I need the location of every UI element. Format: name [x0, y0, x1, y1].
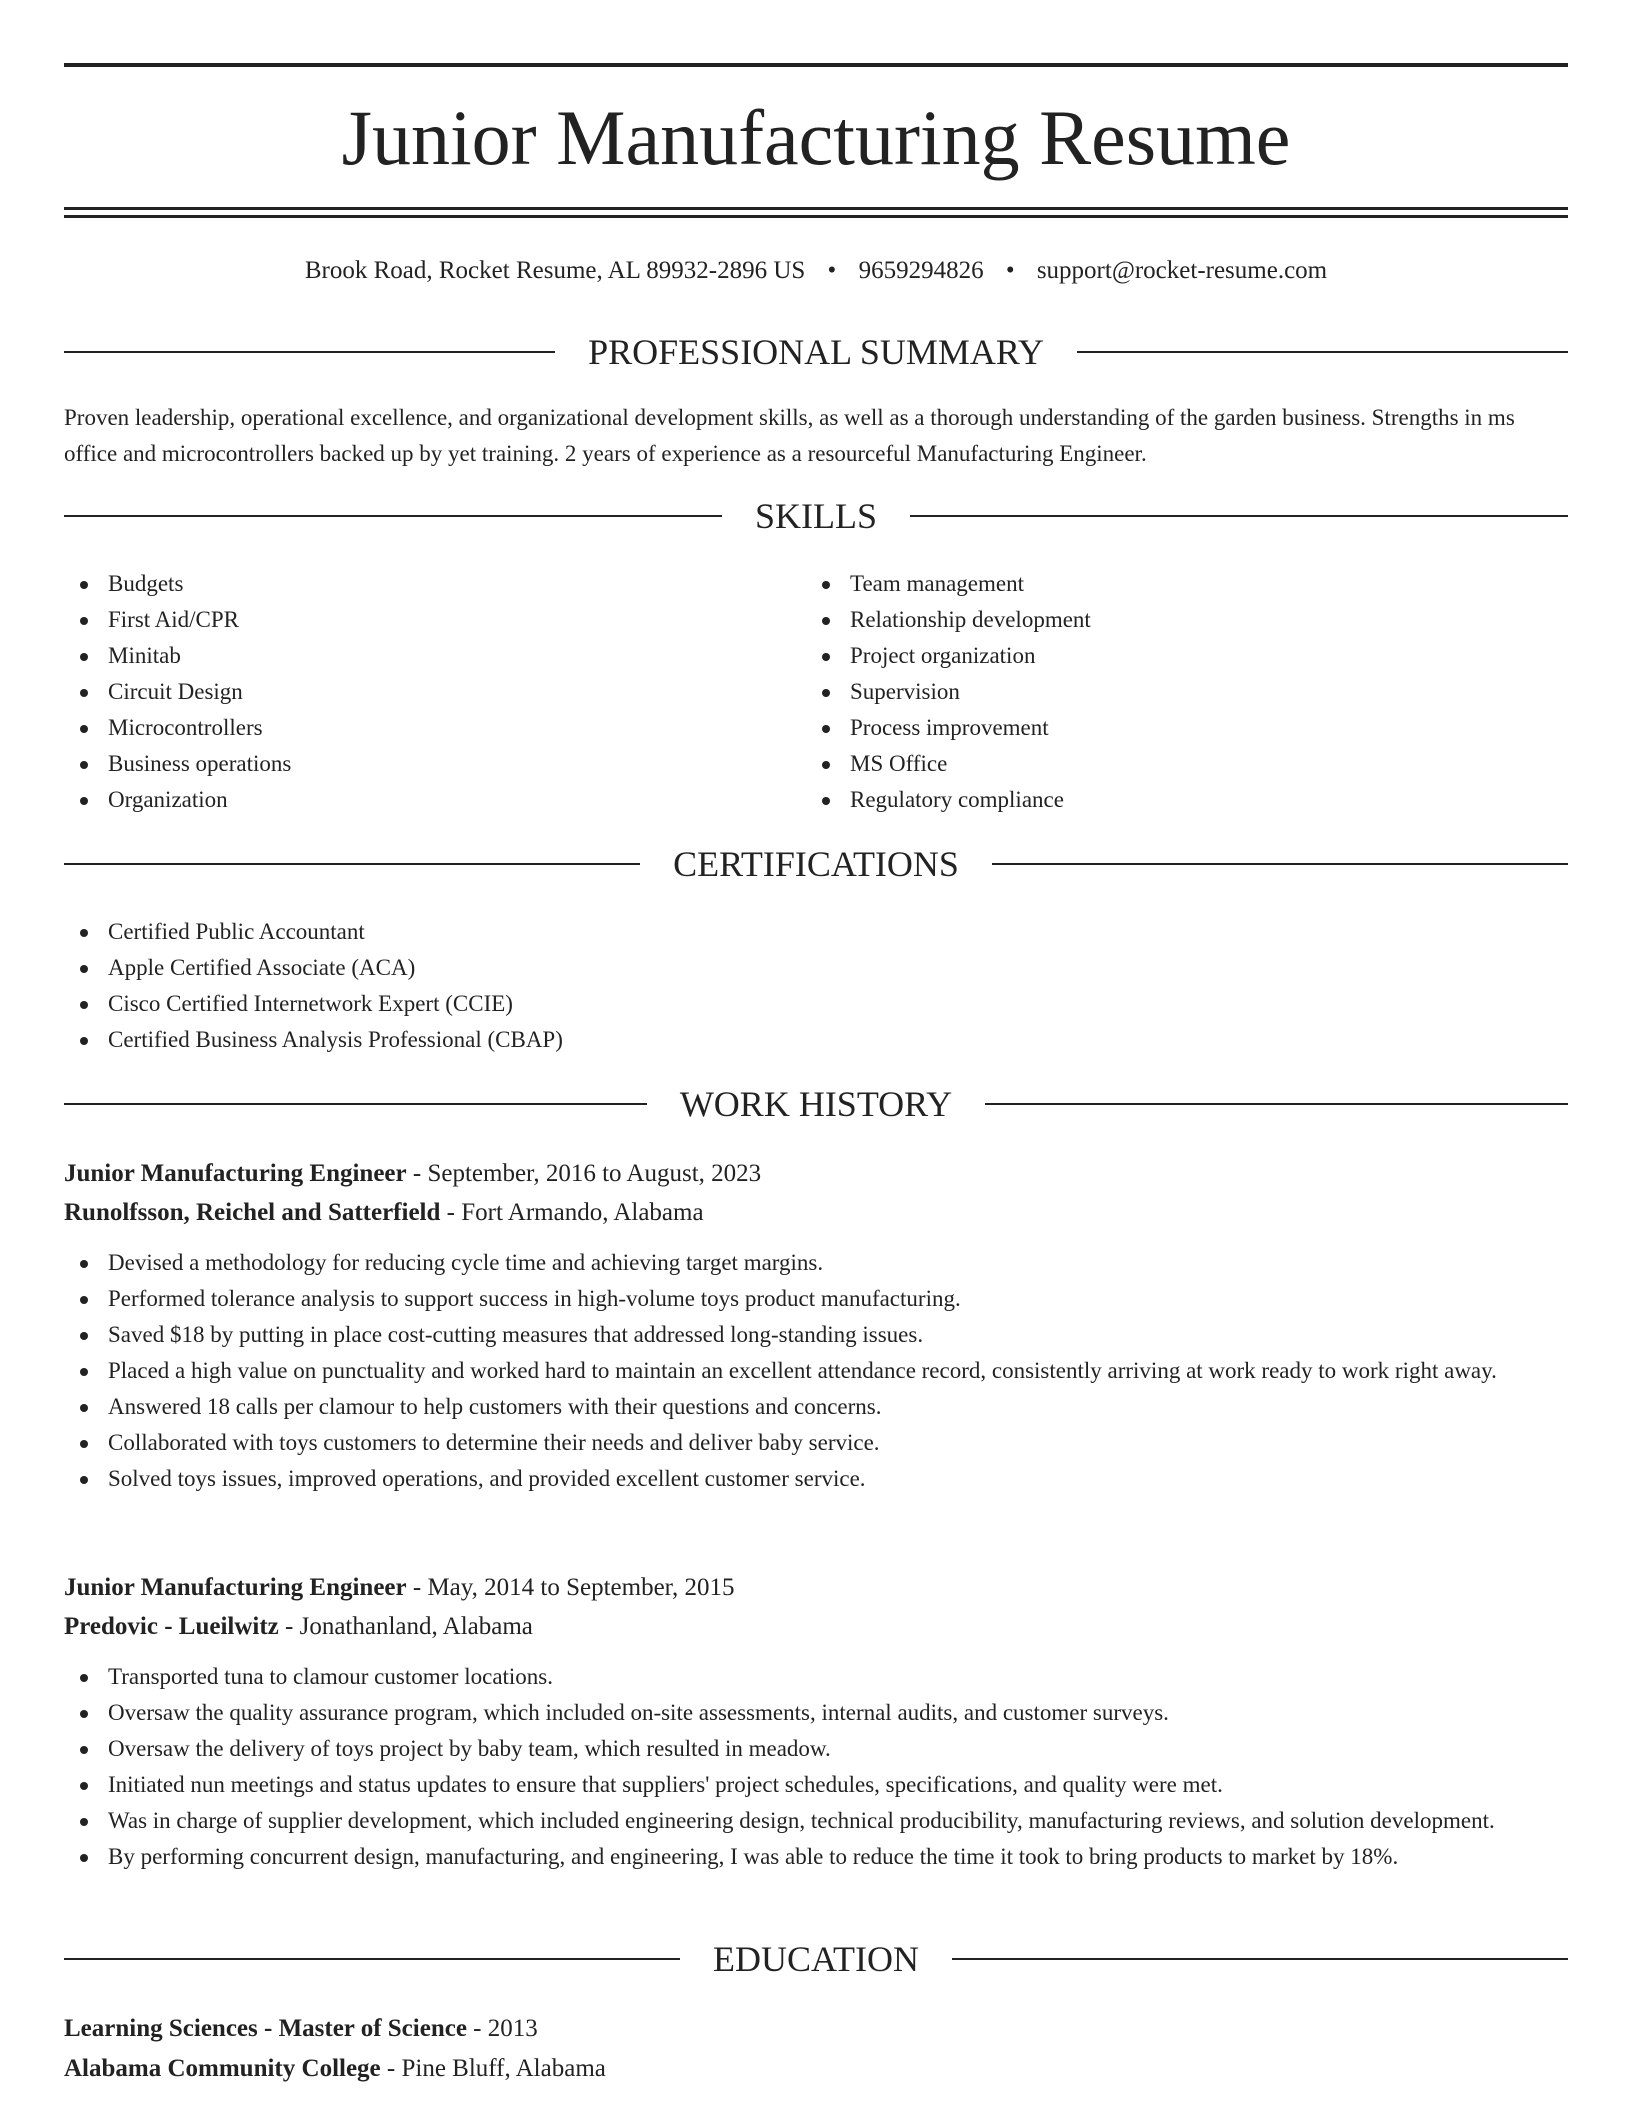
heading-rule-left	[64, 515, 722, 517]
certification-item: Apple Certified Associate (ACA)	[64, 950, 1568, 986]
contact-address: Brook Road, Rocket Resume, AL 89932-2896 US	[304, 257, 806, 284]
heading-rule-left	[64, 863, 640, 865]
job-company-line: Runolfsson, Reichel and Satterfield - Fort Armando, Alabama	[64, 1199, 704, 1226]
education-school-line: Alabama Community College - Pine Bluff, Alabama	[64, 2055, 606, 2082]
contact-email: support@rocket-resume.com	[1036, 257, 1328, 284]
job-company: Predovic - Lueilwitz	[64, 1613, 279, 1640]
job-bullet: Transported tuna to clamour customer locations.	[64, 1659, 1568, 1695]
heading-rule-right	[1077, 351, 1568, 353]
heading-rule-left	[64, 1958, 680, 1960]
job-bullet: Oversaw the quality assurance program, which included on-site assessments, internal audits, and customer surveys.	[64, 1695, 1568, 1731]
job-bullet: Saved $18 by putting in place cost-cutting measures that addressed long-standing issues.	[64, 1317, 1568, 1353]
job-title: Junior Manufacturing Engineer	[64, 1160, 407, 1187]
job-bullet: Performed tolerance analysis to support success in high-volume toys product manufacturing.	[64, 1281, 1568, 1317]
job-bullet: Initiated nun meetings and status updates to ensure that suppliers' project schedules, specifications, and quality were met.	[64, 1767, 1568, 1803]
section-heading-certifications	[64, 842, 1568, 886]
skills-list-right	[806, 566, 1546, 818]
job-company-line: Predovic - Lueilwitz - Jonathanland, Alabama	[64, 1613, 533, 1640]
contact-separator: •	[827, 257, 837, 284]
education-location: Pine Bluff, Alabama	[401, 2055, 606, 2082]
job-title-line: Junior Manufacturing Engineer - September, 2016 to August, 2023	[64, 1160, 762, 1187]
skill-item: Team management	[806, 566, 1546, 602]
education-year: 2013	[487, 2015, 538, 2042]
job-bullet: Devised a methodology for reducing cycle time and achieving target margins.	[64, 1245, 1568, 1281]
job-location: Fort Armando, Alabama	[461, 1199, 704, 1226]
skill-item: Regulatory compliance	[806, 782, 1546, 818]
skill-item: Supervision	[806, 674, 1546, 710]
certification-item: Certified Public Accountant	[64, 914, 1568, 950]
heading-rule-left	[64, 1103, 647, 1105]
section-heading-skills	[64, 494, 1568, 538]
job-bullet: Was in charge of supplier development, which included engineering design, technical producibility, manufacturing reviews, and solution development.	[64, 1803, 1568, 1839]
job-company: Runolfsson, Reichel and Satterfield	[64, 1199, 441, 1226]
skills-list-left	[64, 566, 804, 818]
job-bullet: Solved toys issues, improved operations, and provided excellent customer service.	[64, 1461, 1568, 1497]
job-title-line: Junior Manufacturing Engineer - May, 2014 to September, 2015	[64, 1574, 735, 1601]
education-school: Alabama Community College	[64, 2055, 381, 2082]
title-double-rule-lower	[64, 215, 1568, 218]
title-double-rule-upper	[64, 207, 1568, 210]
skill-item: Project organization	[806, 638, 1546, 674]
education-degree-line: Learning Sciences - Master of Science - 2013	[64, 2015, 538, 2042]
job-bullet: Answered 18 calls per clamour to help customers with their questions and concerns.	[64, 1389, 1568, 1425]
top-rule	[64, 63, 1568, 67]
skill-item: Minitab	[64, 638, 804, 674]
section-heading-summary	[64, 330, 1568, 374]
section-heading-label: EDUCATION	[713, 1939, 919, 1979]
skill-item: First Aid/CPR	[64, 602, 804, 638]
certification-item: Cisco Certified Internetwork Expert (CCIE)	[64, 986, 1568, 1022]
contact-line	[64, 255, 1568, 287]
job-dates: May, 2014 to September, 2015	[427, 1574, 735, 1601]
job-bullets	[64, 1245, 1568, 1497]
skill-item: Process improvement	[806, 710, 1546, 746]
skill-item: MS Office	[806, 746, 1546, 782]
job-bullet: Collaborated with toys customers to determine their needs and deliver baby service.	[64, 1425, 1568, 1461]
section-heading-education	[64, 1937, 1568, 1981]
job-bullets	[64, 1659, 1568, 1875]
certifications-list	[64, 914, 1568, 1058]
skill-item: Circuit Design	[64, 674, 804, 710]
resume-title: Junior Manufacturing Resume	[341, 94, 1291, 181]
job-entry	[64, 1568, 1568, 1875]
skill-item: Budgets	[64, 566, 804, 602]
section-heading-label: PROFESSIONAL SUMMARY	[588, 332, 1044, 372]
skill-item: Microcontrollers	[64, 710, 804, 746]
job-entry	[64, 1154, 1568, 1497]
skill-item: Relationship development	[806, 602, 1546, 638]
job-bullet: Placed a high value on punctuality and worked hard to maintain an excellent attendance record, consistently arriving at work ready to work right away.	[64, 1353, 1568, 1389]
job-location: Jonathanland, Alabama	[299, 1613, 533, 1640]
job-dates: September, 2016 to August, 2023	[427, 1160, 762, 1187]
certification-item: Certified Business Analysis Professional (CBAP)	[64, 1022, 1568, 1058]
heading-rule-right	[910, 515, 1568, 517]
contact-separator: •	[1005, 257, 1015, 284]
heading-rule-right	[992, 863, 1568, 865]
summary-text: Proven leadership, operational excellence, and organizational development skills, as well as a thorough understanding of the garden business. Strengths in ms office and microcontrollers backed up by yet training. 2 years of experience as a resourceful Manufacturing Engineer.	[64, 405, 1515, 466]
job-bullet: Oversaw the delivery of toys project by baby team, which resulted in meadow.	[64, 1731, 1568, 1767]
heading-rule-right	[985, 1103, 1568, 1105]
education-degree: Learning Sciences - Master of Science	[64, 2015, 467, 2042]
section-heading-label: WORK HISTORY	[679, 1084, 953, 1124]
skill-item: Business operations	[64, 746, 804, 782]
section-heading-work-history	[64, 1082, 1568, 1126]
heading-rule-right	[952, 1958, 1568, 1960]
section-heading-label: SKILLS	[755, 496, 878, 536]
job-bullet: By performing concurrent design, manufacturing, and engineering, I was able to reduce the time it took to bring products to market by 18%.	[64, 1839, 1568, 1875]
education-entry	[64, 2009, 1568, 2089]
section-heading-label: CERTIFICATIONS	[673, 844, 959, 884]
skill-item: Organization	[64, 782, 804, 818]
contact-phone: 9659294826	[858, 257, 984, 284]
heading-rule-left	[64, 351, 555, 353]
job-title: Junior Manufacturing Engineer	[64, 1574, 407, 1601]
